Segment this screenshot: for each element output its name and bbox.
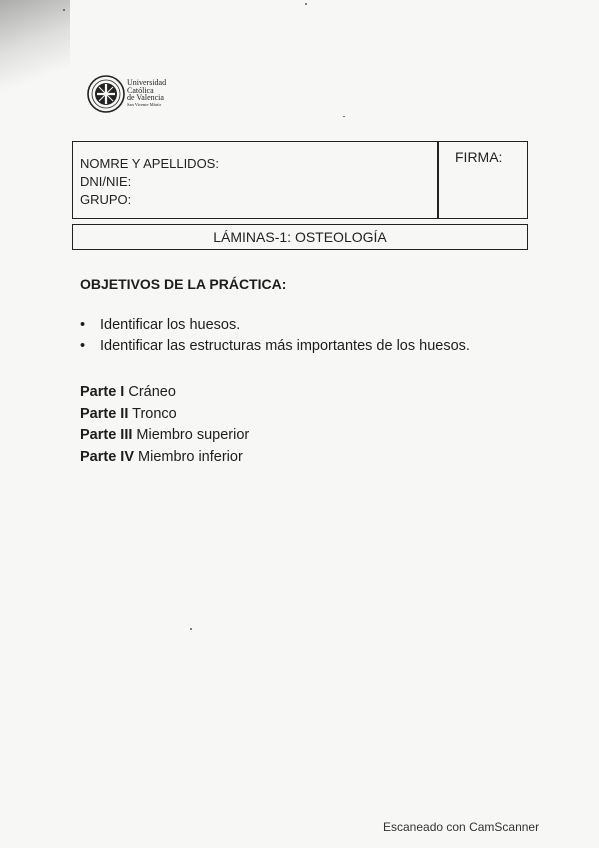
list-item: • Identificar los huesos. — [78, 315, 470, 336]
scan-speck — [343, 116, 345, 117]
list-item: • Identificar las estructuras más importantes de los huesos. — [78, 336, 470, 357]
part-label: Parte IV — [80, 448, 134, 465]
university-logo — [86, 74, 176, 118]
part-name: Cráneo — [128, 384, 176, 400]
part-item — [80, 447, 249, 469]
student-fields — [80, 155, 219, 209]
part-name: Miembro inferior — [138, 448, 243, 465]
part-name: Tronco — [132, 405, 177, 422]
scan-speck — [63, 9, 65, 11]
part-name: Miembro superior — [136, 427, 250, 443]
university-name — [127, 79, 166, 108]
signature-label: FIRMA: — [455, 149, 503, 165]
document-title: LÁMINAS-1: OSTEOLOGÍA — [72, 224, 528, 250]
scan-speck — [305, 3, 307, 5]
scan-speck — [190, 628, 192, 630]
name-field-label: NOMRE Y APELLIDOS: — [80, 156, 219, 171]
university-seal-icon — [86, 74, 126, 114]
scanner-watermark: Escaneado con CamScanner — [383, 820, 540, 834]
part-label: Parte III — [80, 427, 133, 443]
logo-line: Católica — [127, 85, 154, 95]
objectives-heading: OBJETIVOS DE LA PRÁCTICA: — [80, 276, 287, 292]
dni-field-label: DNI/NIE: — [80, 174, 132, 189]
part-label: Parte II — [80, 405, 129, 422]
scan-edge-shadow — [0, 0, 70, 130]
objectives-list — [78, 315, 470, 357]
part-label: Parte I — [80, 384, 125, 400]
part-item — [80, 425, 249, 447]
group-field-label: GRUPO: — [80, 192, 132, 207]
logo-line: Universidad — [127, 78, 167, 87]
logo-line: de Valencia — [127, 93, 164, 102]
parts-list — [80, 382, 249, 468]
part-item — [80, 404, 249, 426]
logo-subline: San Vicente Mártir — [127, 101, 162, 107]
part-item — [80, 382, 249, 404]
signature-divider — [437, 141, 439, 219]
